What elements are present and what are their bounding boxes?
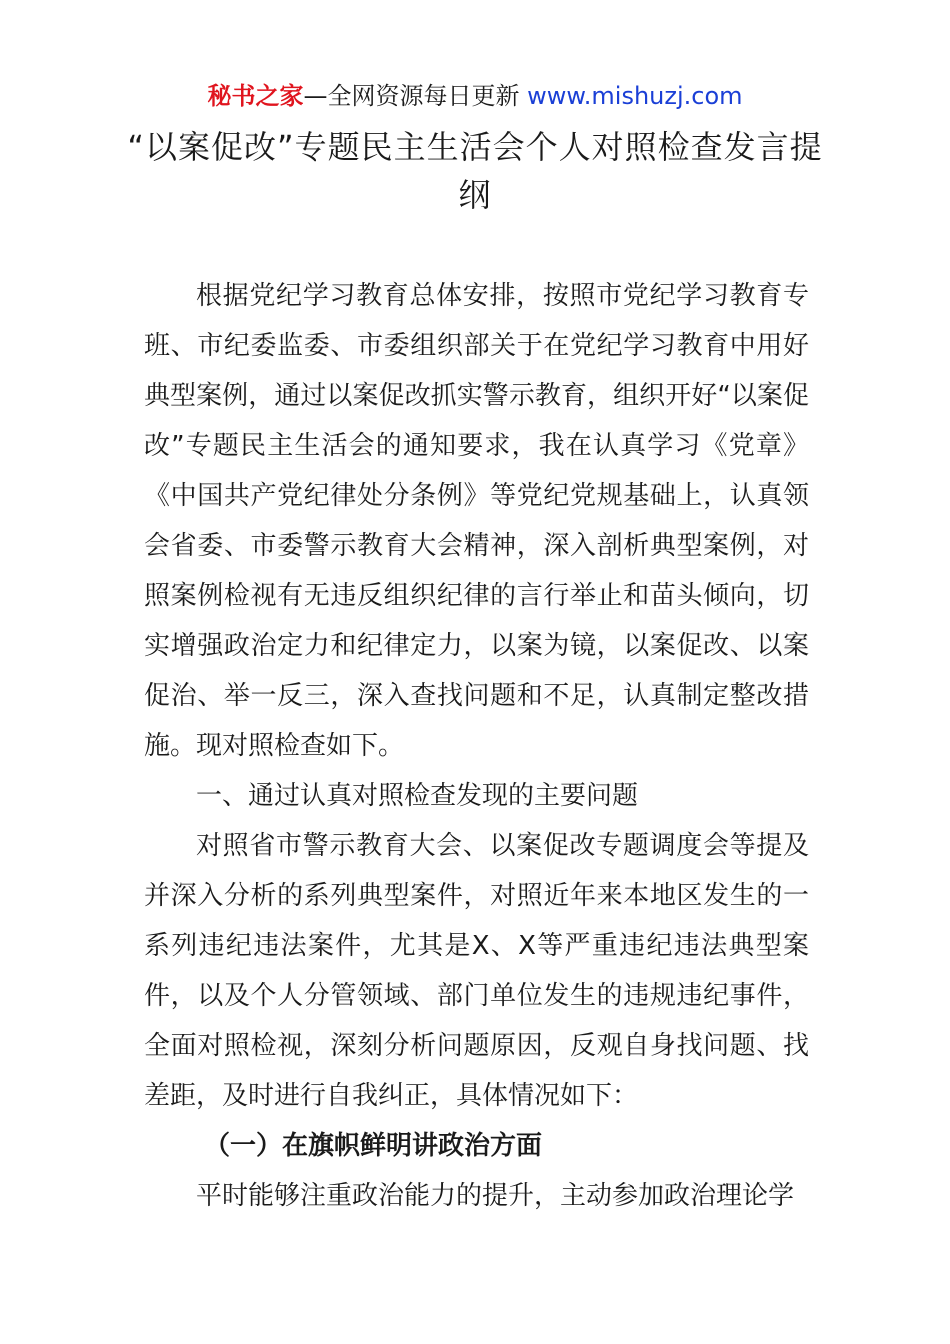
site-header (0, 80, 950, 112)
document-title: “以案促改”专题民主生活会个人对照检查发言提纲 (127, 128, 823, 214)
site-url-link[interactable]: www.mishuzj.com (527, 82, 743, 110)
section-heading: 一、通过认真对照检查发现的主要问题 (196, 781, 639, 811)
intro-paragraph: 根据党纪学习教育总体安排，按照市党纪学习教育专班、市纪委监委、市委组织部关于在党纪学习教育中用好典型案例，通过以案促改抓实警示教育，组织开好“以案促改”专题民主生活会的通知要求，我在认真学习《党章》《中国共产党纪律处分条例》等党纪党规基础上，认真领会省委、市委警示教育大会精神，深入剖析典型案例，对照案例检视有无违反组织纪律的言行举止和苗头倾向，切实增强政治定力和纪律定力，以案为镜，以案促改、以案促治、举一反三，深入查找问题和不足，认真制定整改措施。现对照检查如下。 (144, 281, 809, 761)
site-brand: 秘书之家 (207, 82, 304, 110)
body-paragraph: 对照省市警示教育大会、以案促改专题调度会等提及并深入分析的系列典型案件，对照近年来本地区发生的一系列违纪违法案件，尤其是X、X等严重违纪违法典型案件，以及个人分管领域、部门单位发生的违规违纪事件，全面对照检视，深刻分析问题原因，反观自身找问题、找差距，及时进行自我纠正，具体情况如下： (144, 831, 809, 1111)
body-paragraph-continued: 平时能够注重政治能力的提升，主动参加政治理论学 (196, 1181, 795, 1211)
document-body (144, 271, 809, 1221)
subsection-heading: （一）在旗帜鲜明讲政治方面 (204, 1131, 543, 1161)
site-tagline: —全网资源每日更新 (303, 82, 528, 110)
